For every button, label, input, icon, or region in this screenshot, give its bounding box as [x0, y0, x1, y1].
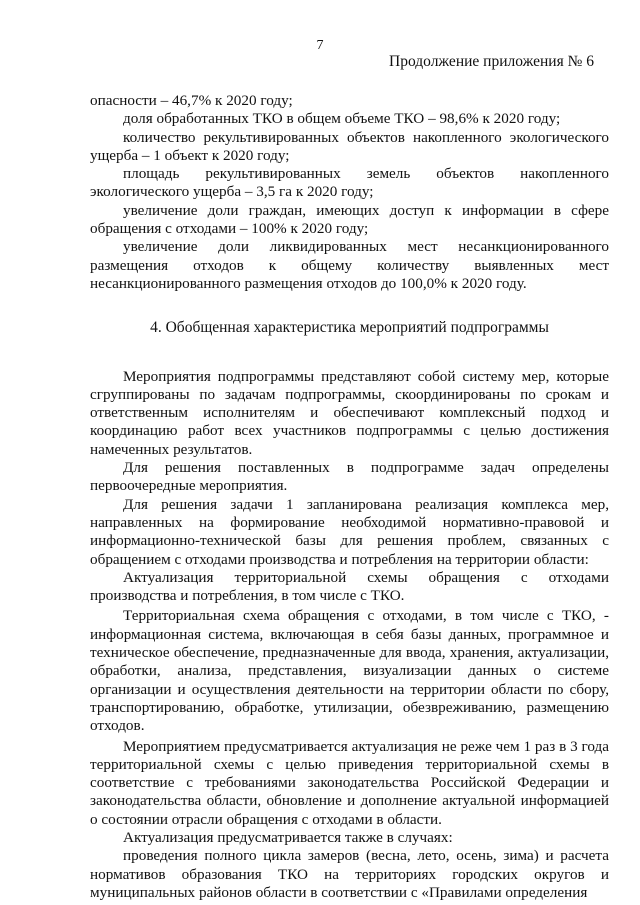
top-paragraph-5: увеличение доли граждан, имеющих доступ к информации в сфере обращения с отходами – 100% к 2020 году; — [90, 201, 609, 238]
document-body — [90, 92, 609, 902]
body-paragraph-3: Для решения задачи 1 запланирована реализация комплекса мер, направленных на формирование необходимой нормативно-правовой и информационно-технической базы для решения проблем, связанных с обращением с отходами производства и потребления на территории области: — [90, 495, 609, 568]
body-paragraph-1: Мероприятия подпрограммы представляют собой систему мер, которые сгруппированы по задачам подпрограммы, скоординированы по срокам и ответственным исполнителям и обеспечивают комплексный подход и координацию работ всех участников подпрограммы с целью достижения намеченных результатов. — [90, 367, 609, 458]
top-paragraph-4: площадь рекультивированных земель объектов накопленного экологического ущерба – 3,5 га к 2020 году; — [90, 165, 609, 201]
body-paragraph-4: Актуализация территориальной схемы обращения с отходами производства и потребления, в том числе с ТКО. — [90, 568, 609, 605]
body-paragraph-6: Мероприятием предусматривается актуализация не реже чем 1 раз в 3 года территориальной схемы с целью приведения территориальной схемы в соответствие с требованиями законодательства Российской Федерации и законодательства области, обновление и дополнение актуальной информацией о состоянии отрасли обращения с отходами в области. — [90, 737, 609, 828]
body-paragraph-8: проведения полного цикла замеров (весна, лето, осень, зима) и расчета нормативов образования ТКО на территориях городских округов и муниципальных районов области в соответствии с «Правилами определения — [90, 847, 609, 901]
top-paragraph-1: опасности – 46,7% к 2020 году; — [90, 92, 293, 109]
page-number: 7 — [316, 38, 324, 53]
section-heading: 4. Обобщенная характеристика мероприятий подпрограммы — [150, 319, 549, 337]
body-paragraph-7: Актуализация предусматривается также в случаях: — [123, 828, 453, 846]
top-paragraph-3: количество рекультивированных объектов накопленного экологического ущерба – 1 объект к 2020 году; — [90, 128, 609, 164]
body-paragraph-2: Для решения поставленных в подпрограмме задач определены первоочередные мероприятия. — [90, 459, 609, 495]
top-paragraph-2: доля обработанных ТКО в общем объеме ТКО – 98,6% к 2020 году; — [123, 110, 561, 128]
body-paragraph-5: Территориальная схема обращения с отходами, в том числе с ТКО, - информационная система, включающая в себя базы данных, программное и техническое обеспечение, предназначенные для ввода, хранения, актуализации, обработки, анализа, представления, визуализации данных о системе организации и осуществления деятельности на территории области по сбору, транспортированию, обработке, утилизации, обезвреживанию, размещению отходов. — [90, 607, 609, 735]
top-paragraph-6: увеличение доли ликвидированных мест несанкционированного размещения отходов к общему количеству выявленных мест несанкционированного размещения отходов до 100,0% к 2020 году. — [90, 238, 609, 292]
appendix-continuation-header: Продолжение приложения № 6 — [389, 53, 594, 70]
